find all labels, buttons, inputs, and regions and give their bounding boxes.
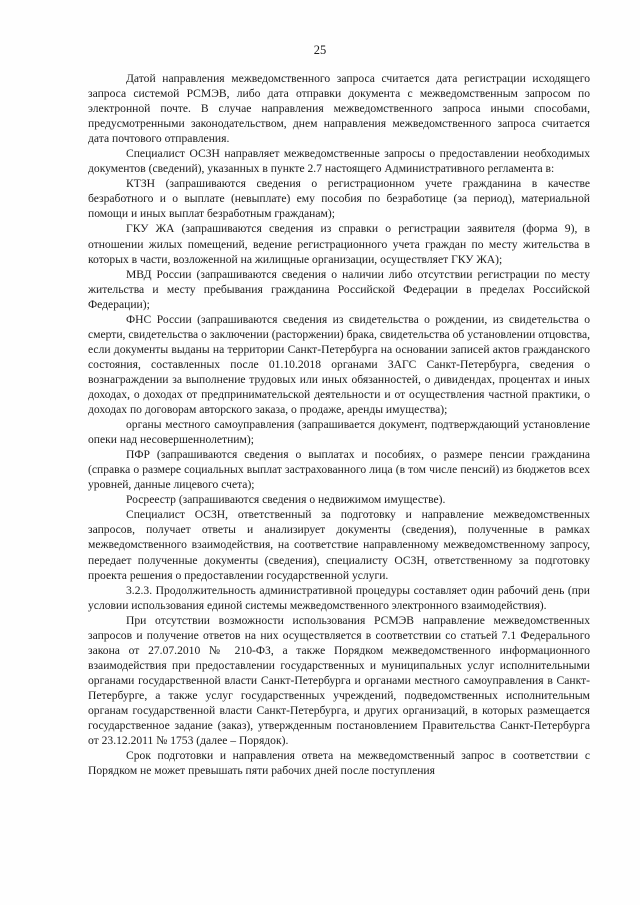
paragraph-local-government: органы местного самоуправления (запрашивается документ, подтверждающий установление опеки над несовершеннолетним); — [88, 418, 590, 447]
paragraph-gku-zha: ГКУ ЖА (запрашиваются сведения из справки о регистрации заявителя (форма 9), в отношении жилых помещений, ведение регистрационного учета граждан по месту жительства в которых в части, возложенной на жилищные организации, осуществляет ГКУ ЖА); — [88, 222, 590, 266]
paragraph-section-3-2-3: 3.2.3. Продолжительность административной процедуры составляет один рабочий день (при условии использования единой системы межведомственного электронного взаимодействия). — [88, 583, 590, 612]
paragraph-fns: ФНС России (запрашиваются сведения из свидетельства о рождении, из свидетельства о смерти, свидетельства о заключении (расторжении) брака, свидетельства об установлении отцовства, если документы выданы на территории Санкт-Петербурга на основании записей актов гражданского состояния, составленных после 01.10.2018 органами ЗАГС Санкт-Петербурга, сведения о вознаграждении за выполнение трудовых или иных обязанностей, о дивидендах, процентах и иных доходах, о доходах от предпринимательской деятельности и от осуществления частной практики, о доходах по договорам авторского заказа, о продаже, аренды имущества); — [88, 312, 590, 417]
paragraph-mvd: МВД России (запрашиваются сведения о наличии либо отсутствии регистрации по месту жительства и месту пребывания гражданина Российской Федерации в пределах Российской Федерации); — [88, 267, 590, 311]
paragraph-response-deadline: Срок подготовки и направления ответа на межведомственный запрос в соответствии с Порядком не может превышать пяти рабочих дней после поступления — [88, 749, 590, 778]
paragraph-no-rsmev: При отсутствии возможности использования РСМЭВ направление межведомственных запросов и получение ответов на них осуществляется в соответствии со статьей 7.1 Федерального закона от 27.07.2010 № 210-ФЗ, а также Порядком межведомственного информационного взаимодействия при предоставлении государственных и муниципальных услуг исполнительными органами государственной власти Санкт-Петербурга и органами местного самоуправления в Санкт-Петербурге, а также услуг государственных учреждений, подведомственных исполнительным органам государственной власти Санкт-Петербурга, и других организаций, в которых размещается государственное задание (заказ), утвержденным постановлением Правительства Санкт-Петербурга от 23.12.2011 № 1753 (далее – Порядок). — [88, 613, 590, 748]
paragraph-pfr: ПФР (запрашиваются сведения о выплатах и пособиях, о размере пенсии гражданина (справка о размере социальных выплат застрахованного лица (в том числе пенсий) из бюджетов всех уровней, данные лицевого счета); — [88, 448, 590, 492]
paragraph-rosreestr: Росреестр (запрашиваются сведения о недвижимом имуществе). — [126, 493, 446, 507]
page-number: 25 — [313, 43, 327, 57]
paragraph-specialist-requests: Специалист ОСЗН направляет межведомственные запросы о предоставлении необходимых документов (сведений), указанных в пункте 2.7 настоящего Административного регламента в: — [88, 147, 590, 176]
paragraph-request-date: Датой направления межведомственного запроса считается дата регистрации исходящего запроса системой РСМЭВ, либо дата отправки документа с межведомственным запросом по электронной почте. В случае направления межведомственного запроса иными способами, предусмотренными законодательством, днем направления межведомственного запроса считается дата почтового отправления. — [88, 72, 590, 146]
paragraph-ktzn: КТЗН (запрашиваются сведения о регистрационном учете гражданина в качестве безработного и о выплате (невыплате) ему пособия по безработице (за период), материальной помощи и иных выплат безработным гражданам); — [88, 177, 590, 221]
document-body — [88, 71, 590, 778]
paragraph-specialist-analysis: Специалист ОСЗН, ответственный за подготовку и направление межведомственных запросов, получает ответы и анализирует документы (сведения), полученные в рамках межведомственного взаимодействия, на соответствие направленному межведомственному запросу, передает полученные документы (сведения), специалисту ОСЗН, ответственному за подготовку проекта решения о предоставлении государственной услуги. — [88, 508, 590, 582]
